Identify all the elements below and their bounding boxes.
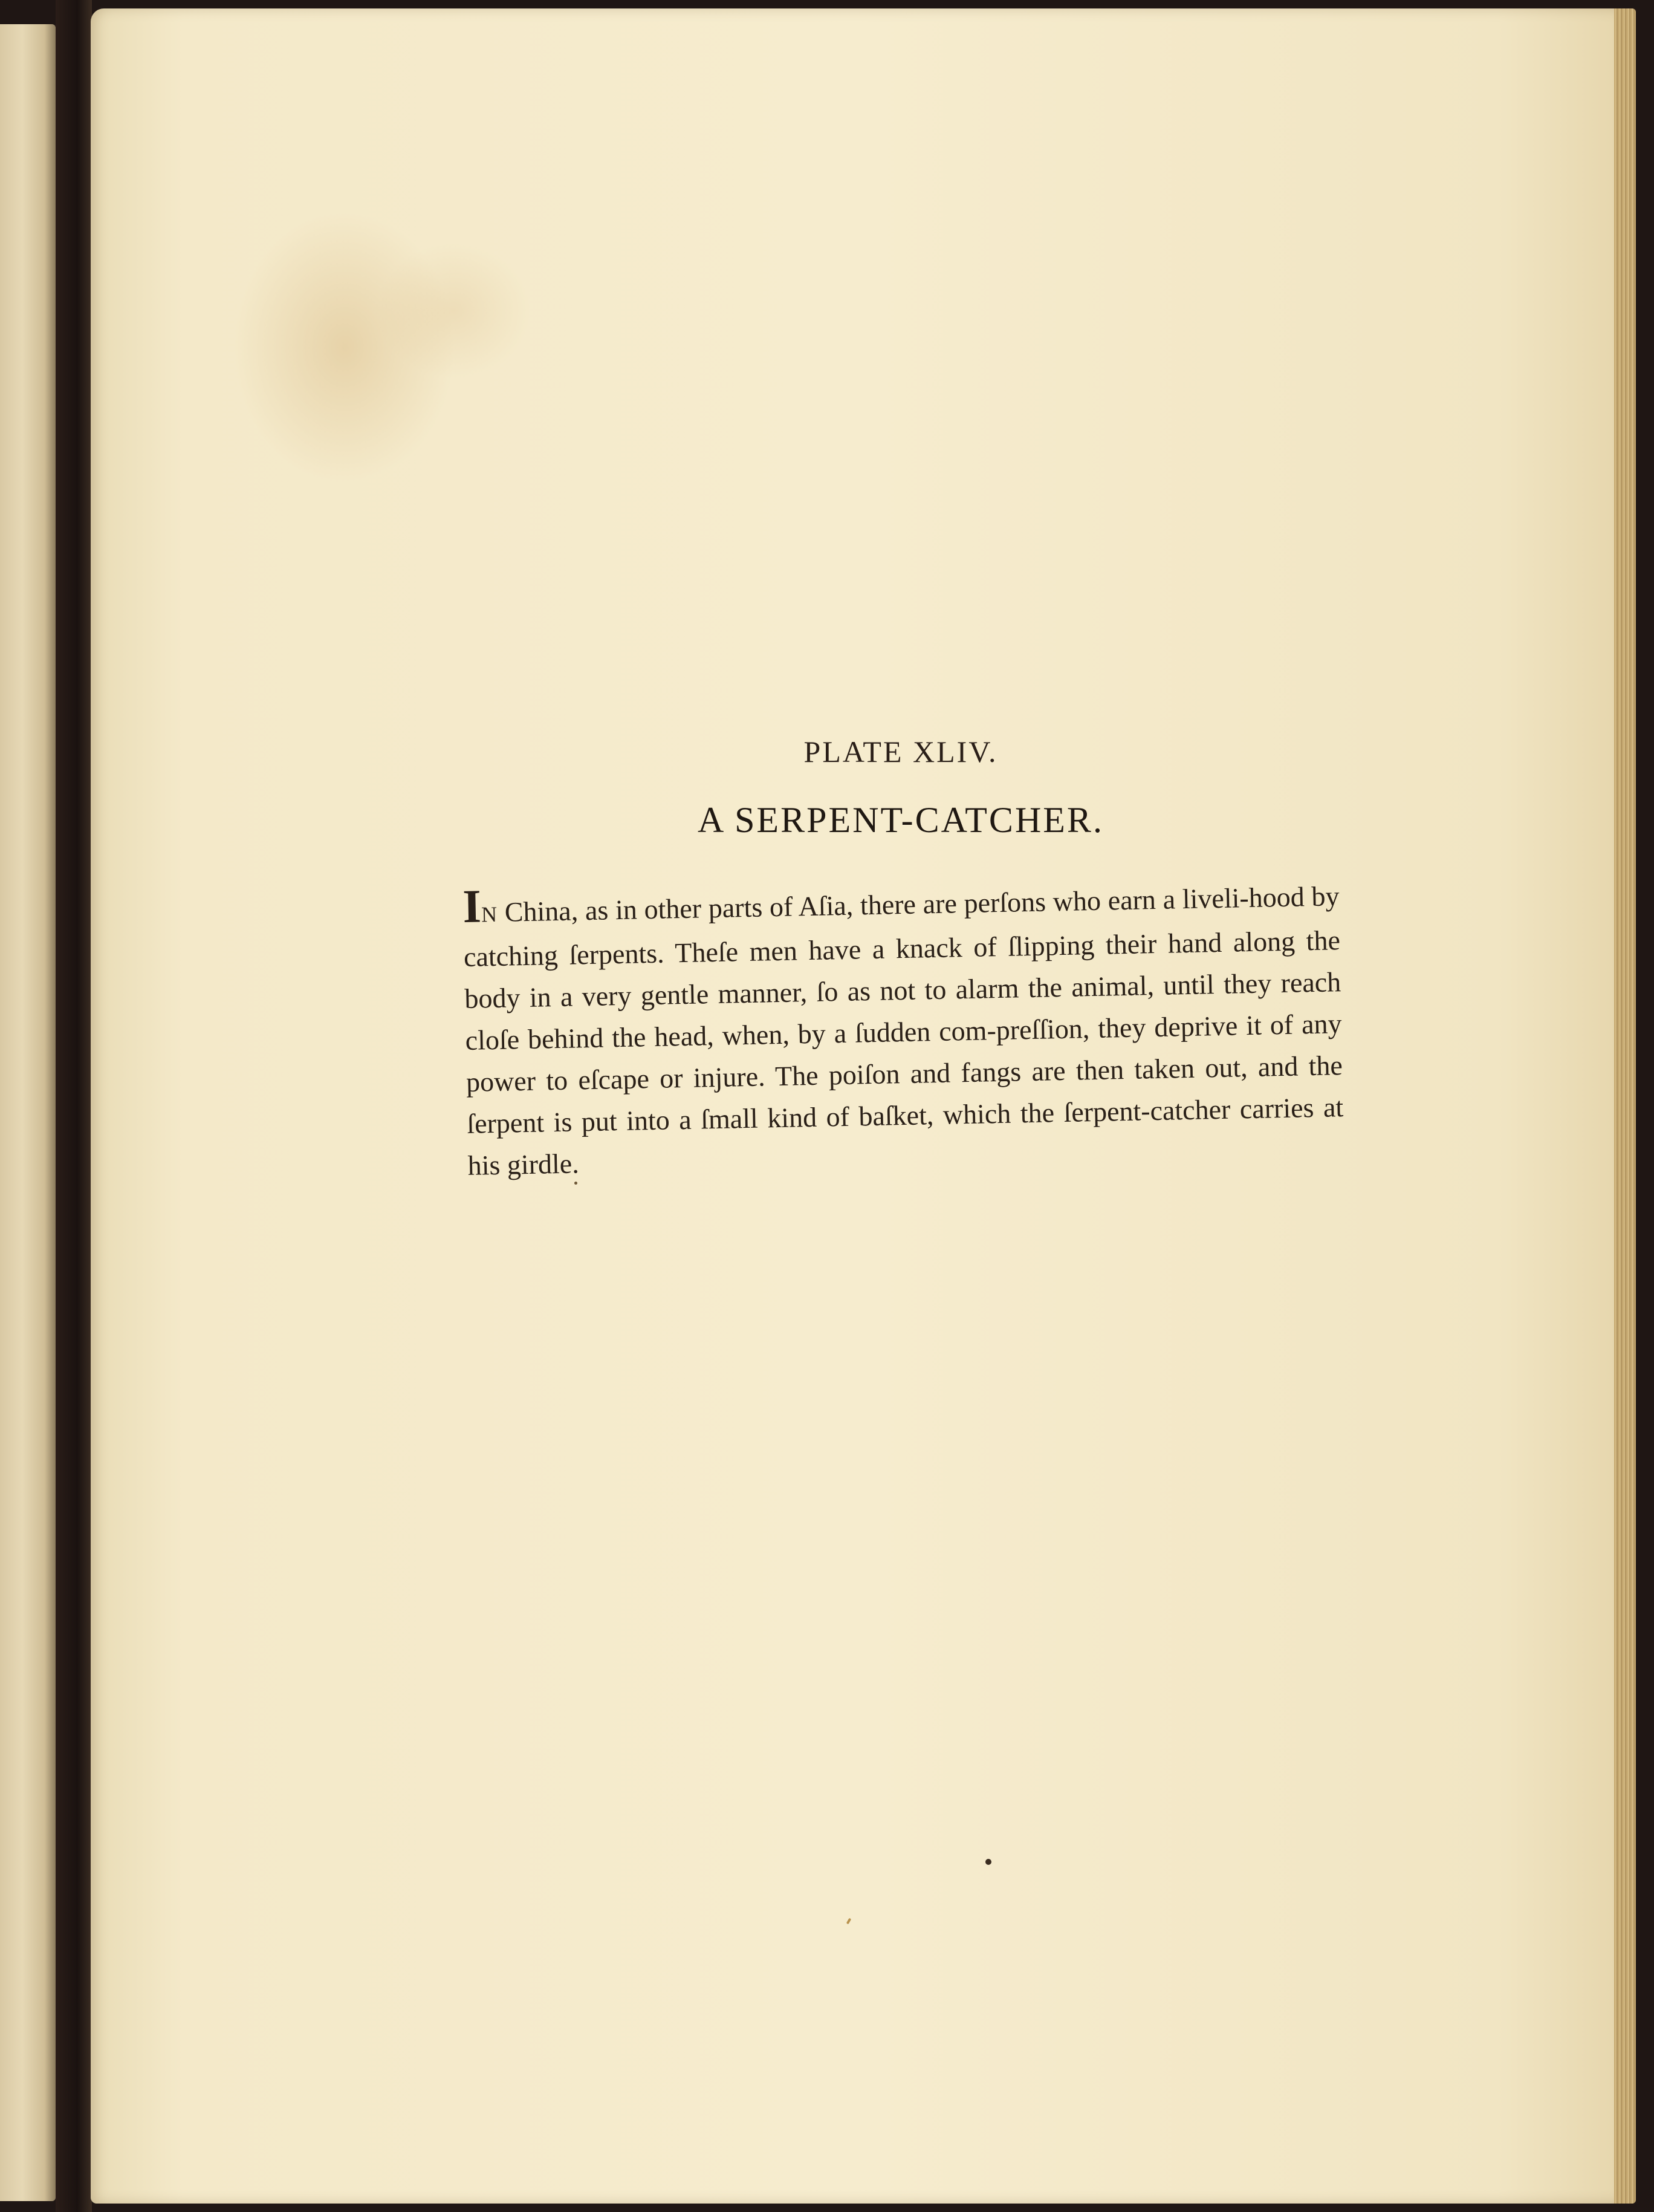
ink-speck <box>846 1918 851 1925</box>
page-title: A SERPENT-CATCHER. <box>698 800 1104 840</box>
body-paragraph <box>462 874 1344 1186</box>
ink-speck <box>985 1859 991 1865</box>
book-page <box>91 8 1620 2204</box>
book-gutter <box>56 0 92 2212</box>
body-text: China, as in other parts of Aſia, there are perſons who earn a liveli-hood by catching ſerpents. Theſe men have a knack of ſlipping their hand along the body in a very gentle manner, ſo as not to alarm the animal, until they reach cloſe behind the head, when, by a ſudden com-preſſion, they deprive it of any power to eſcape or injure. The poiſon and fangs are then taken out, and the ſerpent is put into a ſmall kind of baſket, which the ſerpent-catcher carries at his girdle. <box>463 880 1344 1181</box>
small-cap: N <box>481 902 498 927</box>
drop-cap: I <box>462 879 482 932</box>
facing-page-edge <box>0 24 56 2201</box>
page-block-edge <box>1614 8 1636 2204</box>
ink-speck <box>574 1182 577 1185</box>
plate-label: PLATE XLIV. <box>803 735 998 769</box>
